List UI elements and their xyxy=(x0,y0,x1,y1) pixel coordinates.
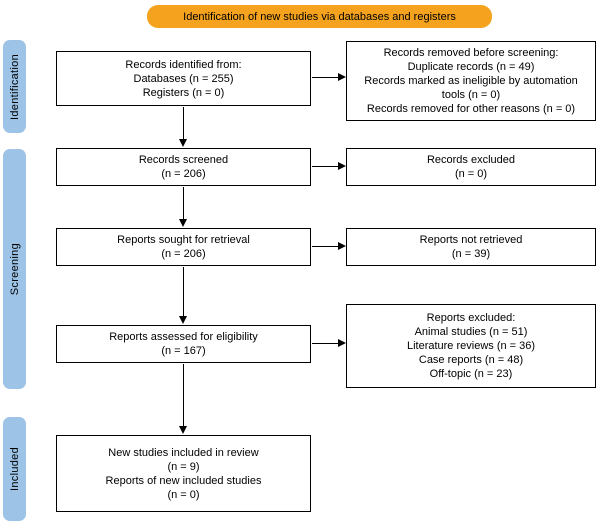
box-line: Reports excluded: xyxy=(426,312,516,324)
arrow-assessed-to-reports-excluded xyxy=(312,343,339,344)
box-line: New studies included in review xyxy=(108,446,259,459)
reports-sought-box xyxy=(56,228,311,266)
box-line: (n = 206) xyxy=(161,248,206,260)
arrow-identified-to-removed xyxy=(312,77,339,78)
arrow-screened-to-excluded xyxy=(312,166,339,167)
box-line: Duplicate records (n = 49) xyxy=(407,61,535,73)
stage-screening xyxy=(3,149,26,389)
reports-assessed-box xyxy=(56,325,311,363)
records-identified-box xyxy=(56,51,311,106)
box-line: (n = 167) xyxy=(161,345,206,357)
arrow-identified-to-screened xyxy=(183,107,184,140)
box-line: Reports assessed for eligibility xyxy=(109,331,258,343)
stage-screening-label: Screening xyxy=(8,242,21,296)
new-studies-included-box xyxy=(56,435,311,512)
arrow-screened-to-sought xyxy=(183,187,184,220)
box-line: Records removed before screening: xyxy=(383,47,559,59)
box-line: Off-topic (n = 23) xyxy=(429,368,513,380)
box-line: Records identified from: xyxy=(125,58,242,71)
stage-included xyxy=(3,417,26,521)
box-line: Literature reviews (n = 36) xyxy=(406,340,536,352)
records-removed-box xyxy=(346,41,596,121)
records-screened-box xyxy=(56,148,311,186)
box-line: Animal studies (n = 51) xyxy=(414,326,528,338)
arrow-assessed-to-included xyxy=(183,364,184,427)
arrow-sought-to-not-retrieved xyxy=(312,246,339,247)
box-line: Records excluded xyxy=(426,154,516,166)
stage-identification-label: Identification xyxy=(8,53,21,120)
box-line: (n = 9) xyxy=(167,460,200,473)
reports-excluded-box xyxy=(346,304,596,388)
stage-identification xyxy=(3,40,26,133)
stage-included-label: Included xyxy=(8,447,21,491)
box-line: (n = 39) xyxy=(451,248,491,260)
box-line: Case reports (n = 48) xyxy=(418,354,524,366)
banner-label: Identification of new studies via databases and registers xyxy=(183,10,456,23)
box-line: Records screened xyxy=(138,154,229,166)
box-line: (n = 0) xyxy=(454,168,488,180)
reports-not-retrieved-box xyxy=(346,228,596,266)
box-line: Records removed for other reasons (n = 0) xyxy=(366,103,576,115)
box-line: Reports sought for retrieval xyxy=(117,234,250,246)
box-line: Registers (n = 0) xyxy=(142,86,225,99)
box-line: Reports of new included studies xyxy=(105,474,262,487)
arrow-sought-to-assessed xyxy=(183,267,184,317)
box-line: Records marked as ineligible by automation tools (n = 0) xyxy=(364,75,578,101)
box-line: Databases (n = 255) xyxy=(133,72,234,85)
banner xyxy=(147,5,492,28)
box-line: (n = 206) xyxy=(161,168,206,180)
records-excluded-box xyxy=(346,148,596,186)
box-line: Reports not retrieved xyxy=(419,234,523,246)
box-line: (n = 0) xyxy=(167,488,200,501)
